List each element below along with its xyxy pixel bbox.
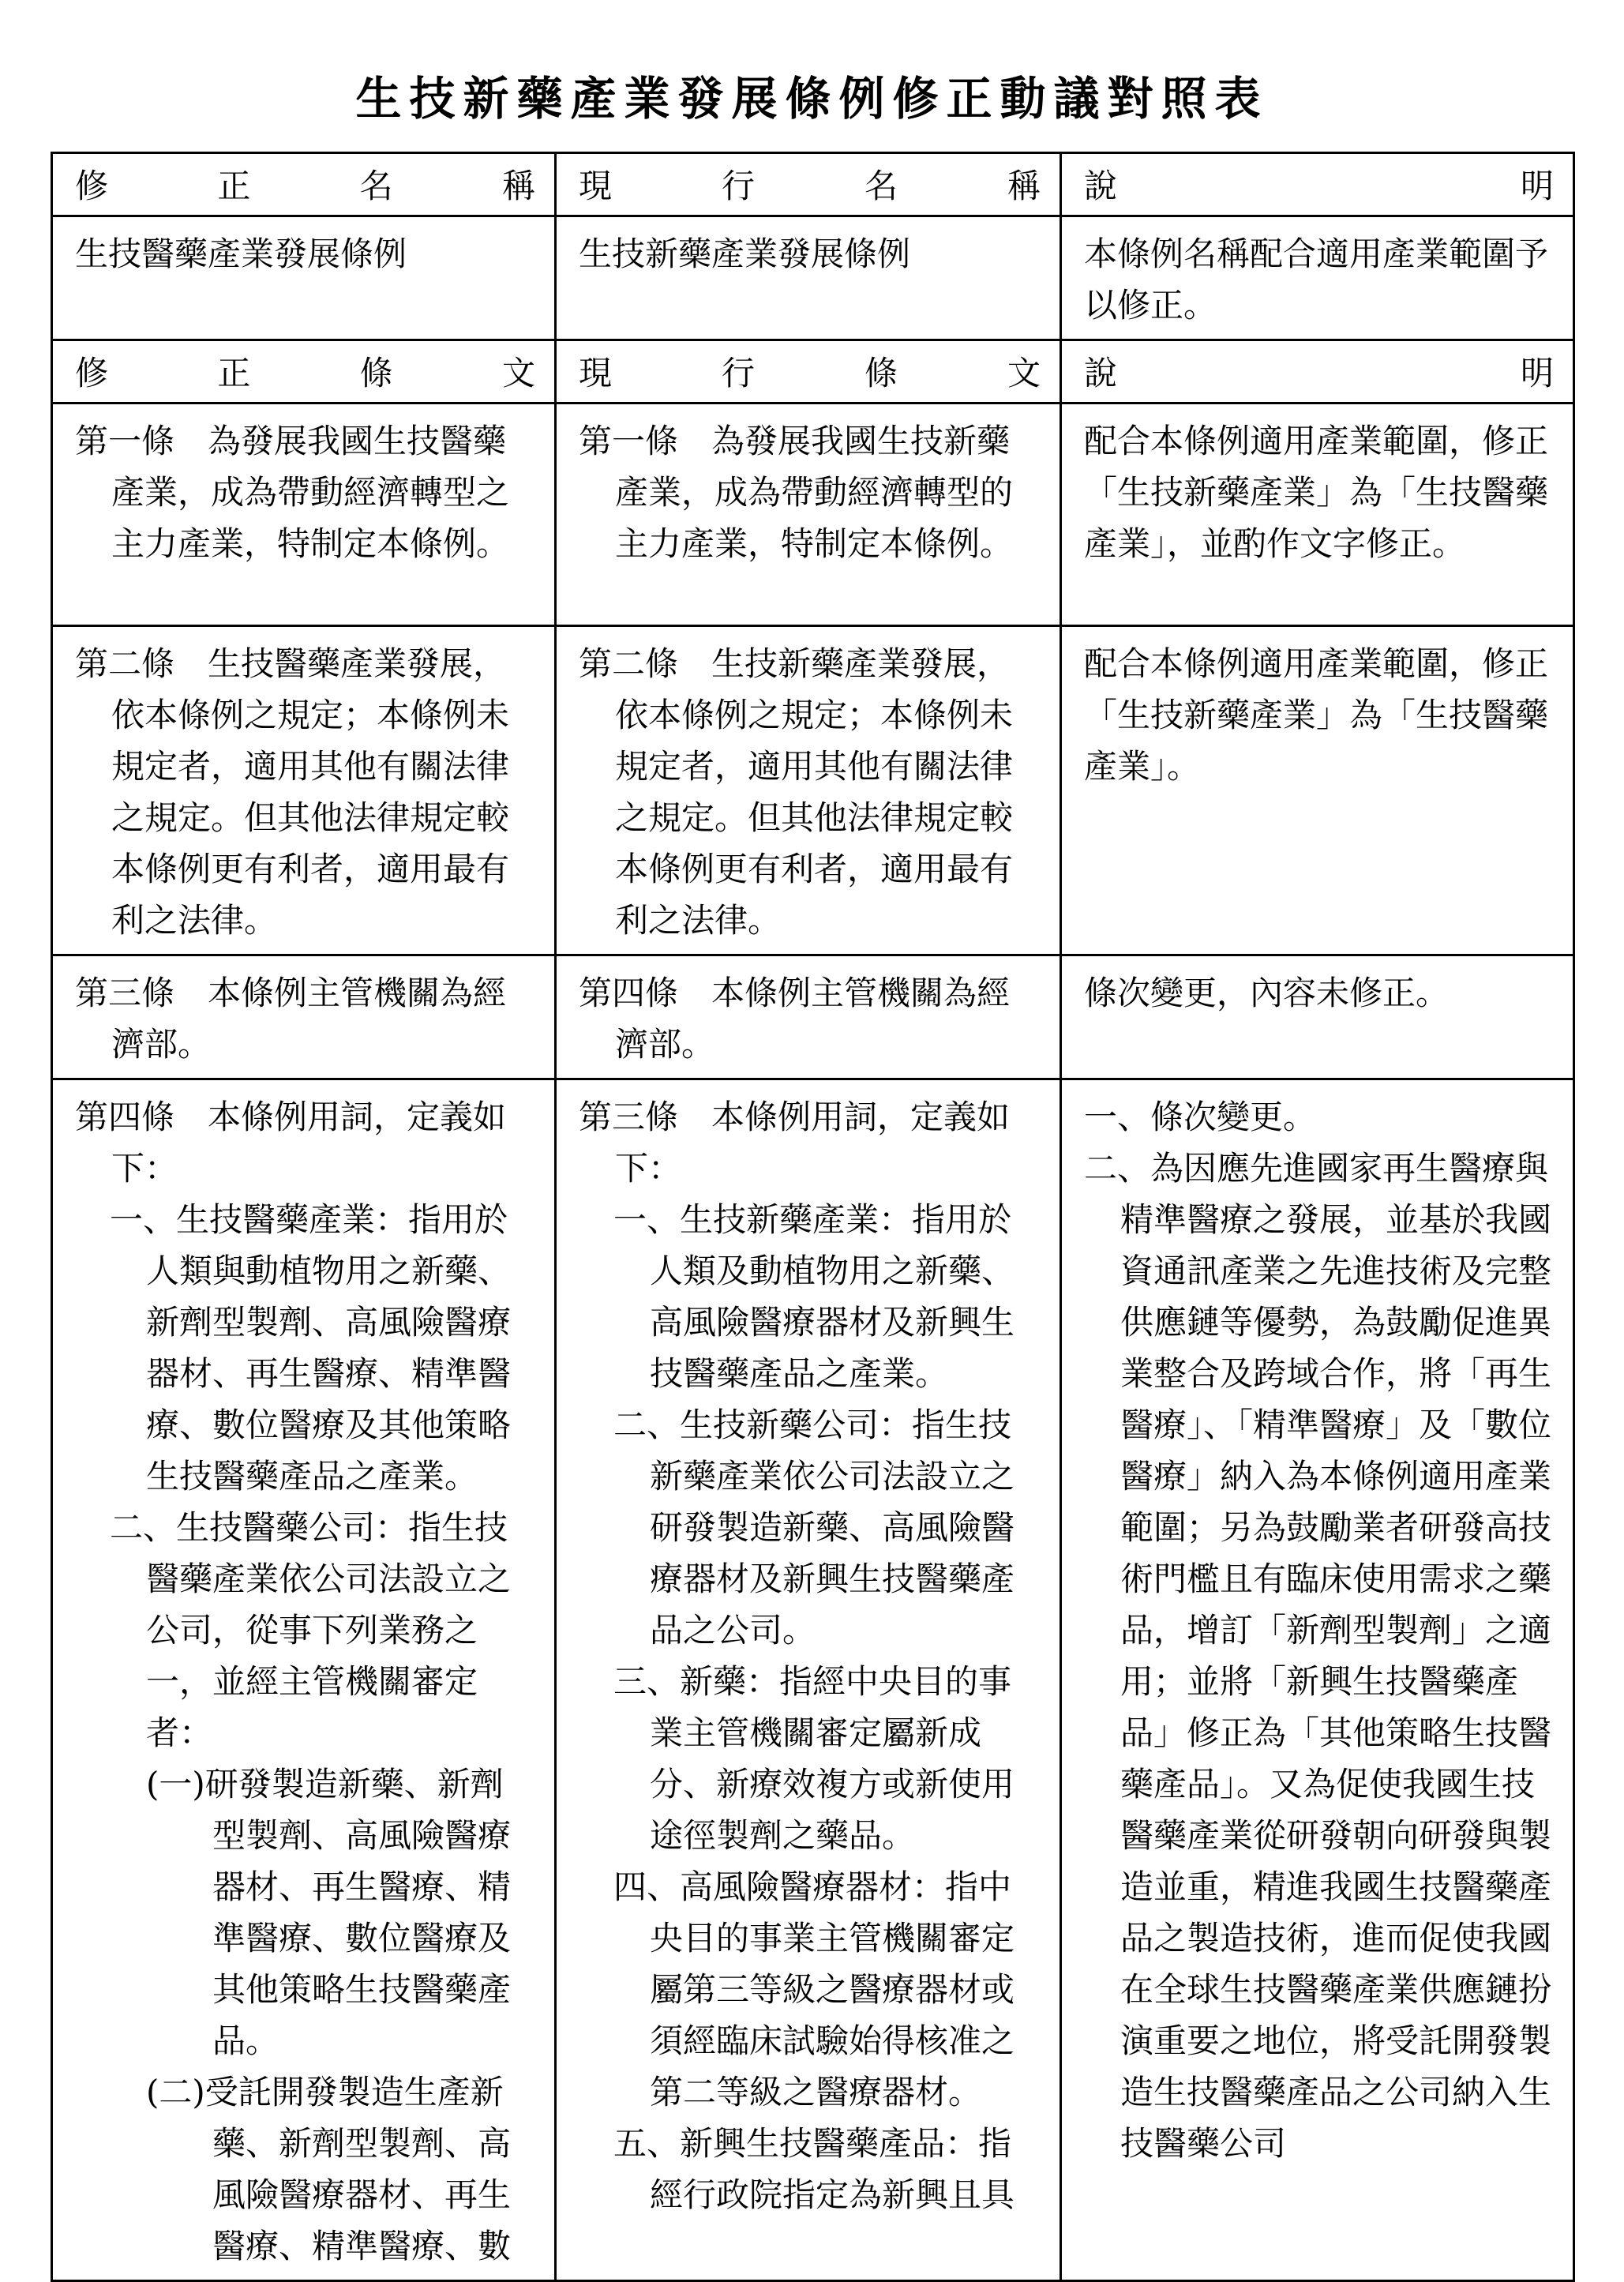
article-2-note: 配合本條例適用產業範圍，修正「生技新藥產業」為「生技醫藥產業」。: [1061, 626, 1574, 955]
article-1-amended: 第一條 為發展我國生技醫藥產業，成為帶動經濟轉型之主力產業，特制定本條例。: [52, 403, 556, 626]
article-4-amended-item: 二、生技醫藥公司：指生技醫藥產業依公司法設立之公司，從事下列業務之一，並經主管機關審定者：: [110, 1508, 512, 1752]
article-4-amended-subitem: (一)研發製造新藥、新劑型製劑、高風險醫療器材、再生醫療、精準醫療、數位醫療及其他策略生技醫藥產品。: [146, 1765, 512, 2060]
current-name: 生技新藥產業發展條例: [556, 216, 1061, 340]
article-4-current-item: 四、高風險醫療器材：指中央目的事業主管機關審定屬第三等級之醫療器材或須經臨床試驗始得核准之第二等級之醫療器材。: [613, 1867, 1015, 2111]
article-2-row: [52, 626, 1574, 955]
article-4-amended-item: 一、生技醫藥產業：指用於人類與動植物用之新藥、新劑型製劑、高風險醫療器材、再生醫療、精準醫療、數位醫療及其他策略生技醫藥產品之產業。: [110, 1200, 512, 1496]
article-4-row: [52, 1079, 1574, 2281]
article-1-note: 配合本條例適用產業範圍，修正「生技新藥產業」為「生技醫藥產業」，並酌作文字修正。: [1061, 403, 1574, 626]
article-4-current-item: 二、生技新藥公司：指生技新藥產業依公司法設立之研發製造新藥、高風險醫療器材及新興生技醫藥產品之公司。: [613, 1406, 1015, 1650]
article-2-current: 第二條 生技新藥產業發展，依本條例之規定；本條例未規定者，適用其他有關法律之規定。但其他法律規定較本條例更有利者，適用最有利之法律。: [556, 626, 1061, 955]
header-row-articles: [52, 340, 1574, 403]
article-3-row: [52, 955, 1574, 1079]
article-3-current: 第四條 本條例主管機關為經濟部。: [556, 955, 1061, 1079]
article-4-note-item: 一、條次變更。: [1084, 1098, 1317, 1136]
comparison-table: [51, 152, 1575, 2282]
article-4-note-item: 二、為因應先進國家再生醫療與精準醫療之發展，並基於我國資通訊產業之先進技術及完整供應鏈等優勢，為鼓勵促進異業整合及跨域合作，將「再生醫療」、「精準醫療」及「數位醫療」納入為本條例適用產業範圍；另為鼓勵業者研發高技術門檻且有臨床使用需求之藥品，增訂「新劑型製劑」之適用；並將「新興生技醫藥產品」修正為「其他策略生技醫藥產品」。又為促使我國生技醫藥產業從研發朝向研發與製造並重，精進我國生技醫藥產品之製造技術，進而促使我國在全球生技醫藥產業供應鏈扮演重要之地位，將受託開發製造生技醫藥產品之公司納入生技醫藥公司: [1084, 1149, 1552, 2163]
article-3-note: 條次變更，內容未修正。: [1061, 955, 1574, 1079]
article-4-amended-head: 第四條 本條例用詞，定義如下：: [75, 1098, 507, 1188]
article-2-amended: 第二條 生技醫藥產業發展，依本條例之規定；本條例未規定者，適用其他有關法律之規定。但其他法律規定較本條例更有利者，適用最有利之法律。: [52, 626, 556, 955]
article-4-current-head: 第三條 本條例用詞，定義如下：: [579, 1098, 1011, 1188]
name-row: [52, 216, 1574, 340]
header-current-article: 現 行 條 文: [556, 340, 1061, 403]
article-4-current-item: 三、新藥：指經中央目的事業主管機關審定屬新成分、新療效複方或新使用途徑製劑之藥品。: [613, 1662, 1015, 1855]
article-1-current: 第一條 為發展我國生技新藥產業，成為帶動經濟轉型的主力產業，特制定本條例。: [556, 403, 1061, 626]
page-title: 生技新藥產業發展條例修正動議對照表: [355, 72, 1269, 126]
article-4-amended: [52, 1079, 556, 2281]
article-4-current: [556, 1079, 1061, 2281]
article-4-note: [1061, 1079, 1574, 2281]
article-1-row: [52, 403, 1574, 626]
article-4-current-item: 五、新興生技醫藥產品：指經行政院指定為新興且具: [613, 2124, 1015, 2214]
article-4-amended-subitem: (二)受託開發製造生產新藥、新劑型製劑、高風險醫療器材、再生醫療、精準醫療、數: [146, 2073, 512, 2265]
header-article-note: 說 明: [1061, 340, 1574, 403]
header-amended-name: 修 正 名 稱: [52, 153, 556, 216]
amended-name: 生技醫藥產業發展條例: [52, 216, 556, 340]
article-3-amended: 第三條 本條例主管機關為經濟部。: [52, 955, 556, 1079]
header-current-name: 現 行 名 稱: [556, 153, 1061, 216]
name-note: 本條例名稱配合適用產業範圍予以修正。: [1061, 216, 1574, 340]
header-row-name: [52, 153, 1574, 216]
header-note: 說 明: [1061, 153, 1574, 216]
header-amended-article: 修 正 條 文: [52, 340, 556, 403]
article-4-current-item: 一、生技新藥產業：指用於人類及動植物用之新藥、高風險醫療器材及新興生技醫藥產品之產業。: [613, 1200, 1015, 1393]
